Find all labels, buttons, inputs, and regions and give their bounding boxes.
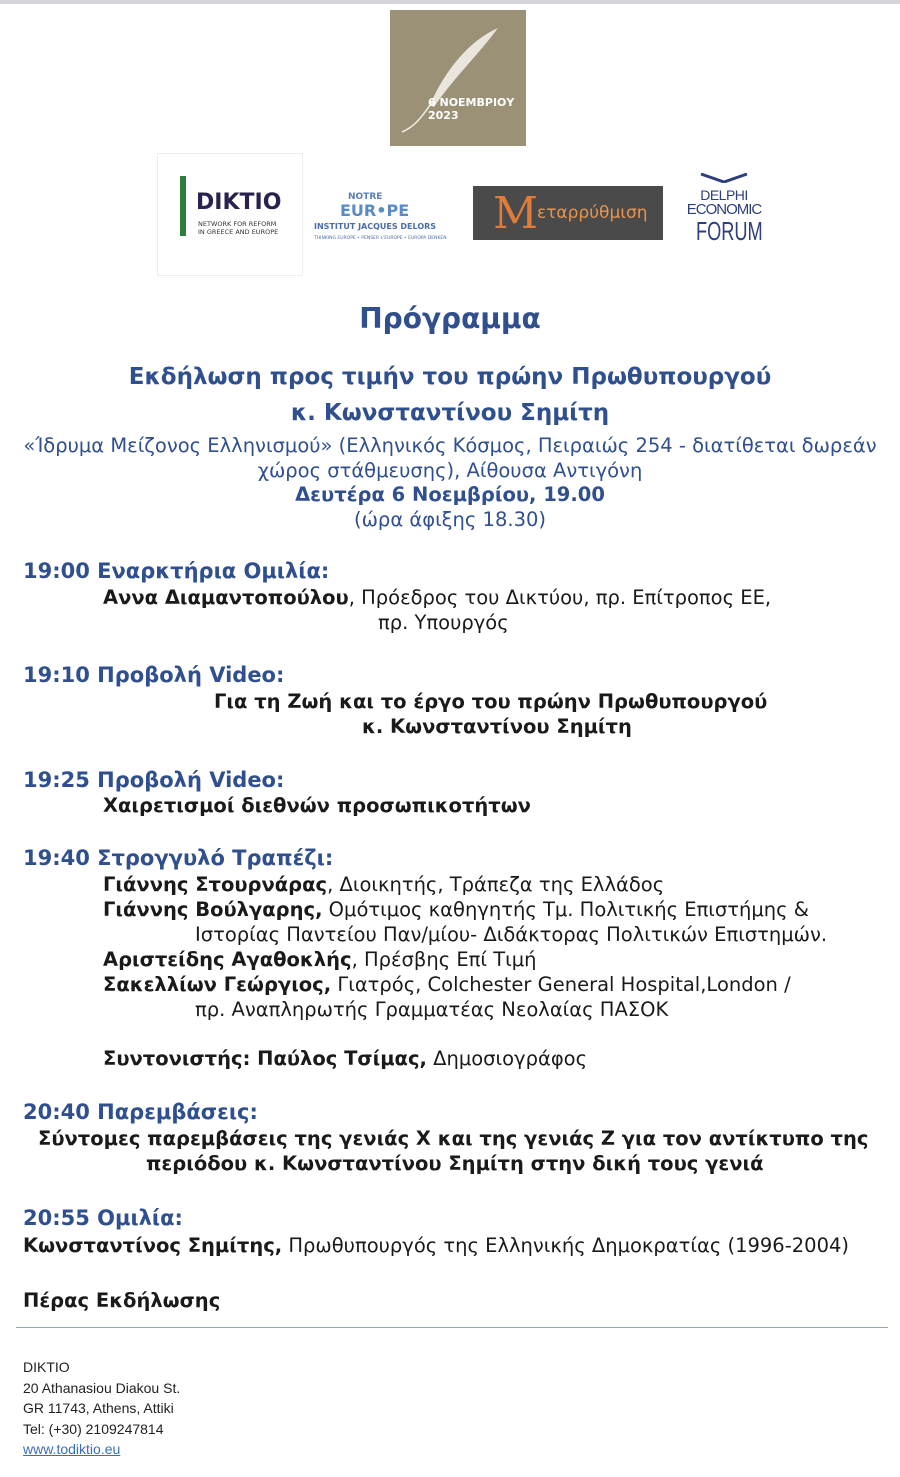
diktio-tagline xyxy=(198,220,278,236)
feather-icon xyxy=(390,10,526,146)
delphi-logo xyxy=(684,170,764,252)
panelist-desc: , Διοικητής, Τράπεζα της Ελλάδος xyxy=(327,873,665,896)
speaker-name: Αννα Διαμαντοπούλου xyxy=(103,586,349,609)
speaker-name: Κωνσταντίνος Σημίτης, xyxy=(23,1234,283,1257)
panelist-name: Σακελλίων Γεώργιος, xyxy=(103,973,332,996)
delphi-line3: FORUM xyxy=(696,216,763,246)
diktio-logo xyxy=(157,153,303,276)
logo-year-line: 2023 xyxy=(428,109,459,122)
panelist xyxy=(103,947,536,972)
metarr-initial: M xyxy=(493,188,539,239)
event-logo-date xyxy=(428,96,514,122)
interventions-desc: περιόδου κ. Κωνσταντίνου Σημίτη στην δική τους γενιά xyxy=(146,1152,764,1175)
footer-city: GR 11743, Athens, Attiki xyxy=(23,1400,174,1416)
panelist xyxy=(103,872,664,897)
metarrythmisi-logo xyxy=(473,186,663,240)
speaker-desc: πρ. Υπουργός xyxy=(378,611,509,634)
page-title: Πρόγραμμα xyxy=(359,302,541,335)
moderator-desc: Δημοσιογράφος xyxy=(426,1047,588,1070)
venue-line: «Ίδρυμα Μείζονος Ελληνισμού» (Ελληνικός Κόσμος, Πειραιώς 254 - διατίθεται δωρεάν xyxy=(23,434,877,457)
logo-date-line: 6 ΝΟΕΜΒΡΙΟΥ xyxy=(428,96,515,109)
moderator xyxy=(103,1046,587,1071)
subtitle-line: κ. Κωνσταντίνου Σημίτη xyxy=(290,400,610,426)
panelist-desc: πρ. Αναπληρωτής Γραμματέας Νεολαίας ΠΑΣΟΚ xyxy=(195,998,669,1021)
metarr-text: εταρρύθμιση xyxy=(537,203,648,223)
panelist xyxy=(103,972,791,997)
panelist xyxy=(103,897,809,922)
video-title: Χαιρετισμοί διεθνών προσωπικοτήτων xyxy=(103,794,531,817)
event-end: Πέρας Εκδήλωσης xyxy=(23,1289,221,1312)
panelist-desc: , Πρέσβης Επί Τιμή xyxy=(351,948,537,971)
panelist-desc: Ιστορίας Παντείου Παν/μίου- Διδάκτορας Πολιτικών Επιστημών. xyxy=(195,923,828,946)
wings-icon xyxy=(699,173,749,183)
video-title: κ. Κωνσταντίνου Σημίτη xyxy=(362,715,632,738)
section-heading: 19:10 Προβολή Video: xyxy=(23,663,285,687)
arrival-time: (ώρα άφιξης 18.30) xyxy=(354,508,546,531)
section-heading: 19:25 Προβολή Video: xyxy=(23,768,285,792)
tagline-line: IN GREECE AND EUROPE xyxy=(198,228,279,236)
ne-line2: EUR•PE xyxy=(340,201,410,220)
section-heading: 19:00 Εναρκτήρια Ομιλία: xyxy=(23,559,330,583)
footer-tel: Tel: (+30) 2109247814 xyxy=(23,1420,164,1437)
subtitle-line: Εκδήλωση προς τιμήν του πρώην Πρωθυπουργού xyxy=(128,364,772,390)
section-heading: 20:40 Παρεμβάσεις: xyxy=(23,1100,258,1124)
delphi-line2: ECONOMIC xyxy=(686,201,762,218)
event-date: Δευτέρα 6 Νοεμβρίου, 19.00 xyxy=(295,483,605,506)
footer-address: 20 Athanasiou Diakou St. xyxy=(23,1379,181,1396)
speaker-desc: , Πρόεδρος του Δικτύου, πρ. Επίτροπος ΕΕ, xyxy=(348,586,772,609)
ne-line4: THINKING EUROPE • PENSER L'EUROPE • EUROPA DENKEN xyxy=(314,236,447,241)
venue-line: χώρος στάθμευσης), Αίθουσα Αντιγόνη xyxy=(257,459,643,482)
speaker-line xyxy=(23,1233,849,1258)
footer-org: DIKTIO xyxy=(23,1359,70,1375)
panelist-name: Γιάννης Στουρνάρας xyxy=(103,873,328,896)
ne-line3: INSTITUT JACQUES DELORS xyxy=(314,222,437,231)
divider xyxy=(16,1327,888,1328)
event-logo xyxy=(390,10,526,146)
speaker-line xyxy=(103,585,771,610)
section-heading: 19:40 Στρογγυλό Τραπέζι: xyxy=(23,846,334,870)
panelist-name: Γιάννης Βούλγαρης, xyxy=(103,898,323,921)
tagline-line: NETWORK FOR REFORM xyxy=(198,220,277,228)
footer-contact xyxy=(23,1357,180,1460)
arrow-icon xyxy=(180,176,186,236)
interventions-desc: Σύντομες παρεμβάσεις της γενιάς Χ και της γενιάς Ζ για τον αντίκτυπο της xyxy=(38,1127,869,1150)
diktio-name: DIKTIO xyxy=(196,190,282,215)
speaker-desc: Πρωθυπουργός της Ελληνικής Δημοκρατίας (1996-2004) xyxy=(282,1234,849,1257)
moderator-name: Συντονιστής: Παύλος Τσίμας, xyxy=(103,1047,427,1070)
section-heading: 20:55 Ομιλία: xyxy=(23,1206,183,1230)
ne-line1: NOTRE xyxy=(348,192,383,202)
website-link[interactable]: www.todiktio.eu xyxy=(23,1441,121,1457)
top-scroll-edge xyxy=(0,0,900,4)
notre-europe-logo xyxy=(312,182,454,246)
delphi-line1: DELPHI xyxy=(700,187,748,203)
panelist-name: Αριστείδης Αγαθοκλής xyxy=(103,948,352,971)
panelist-desc: Γιατρός, Colchester General Hospital,London / xyxy=(331,973,791,996)
video-title: Για τη Ζωή και το έργο του πρώην Πρωθυπουργού xyxy=(214,690,768,713)
panelist-desc: Ομότιμος καθηγητής Τμ. Πολιτικής Επιστήμης & xyxy=(322,898,809,921)
